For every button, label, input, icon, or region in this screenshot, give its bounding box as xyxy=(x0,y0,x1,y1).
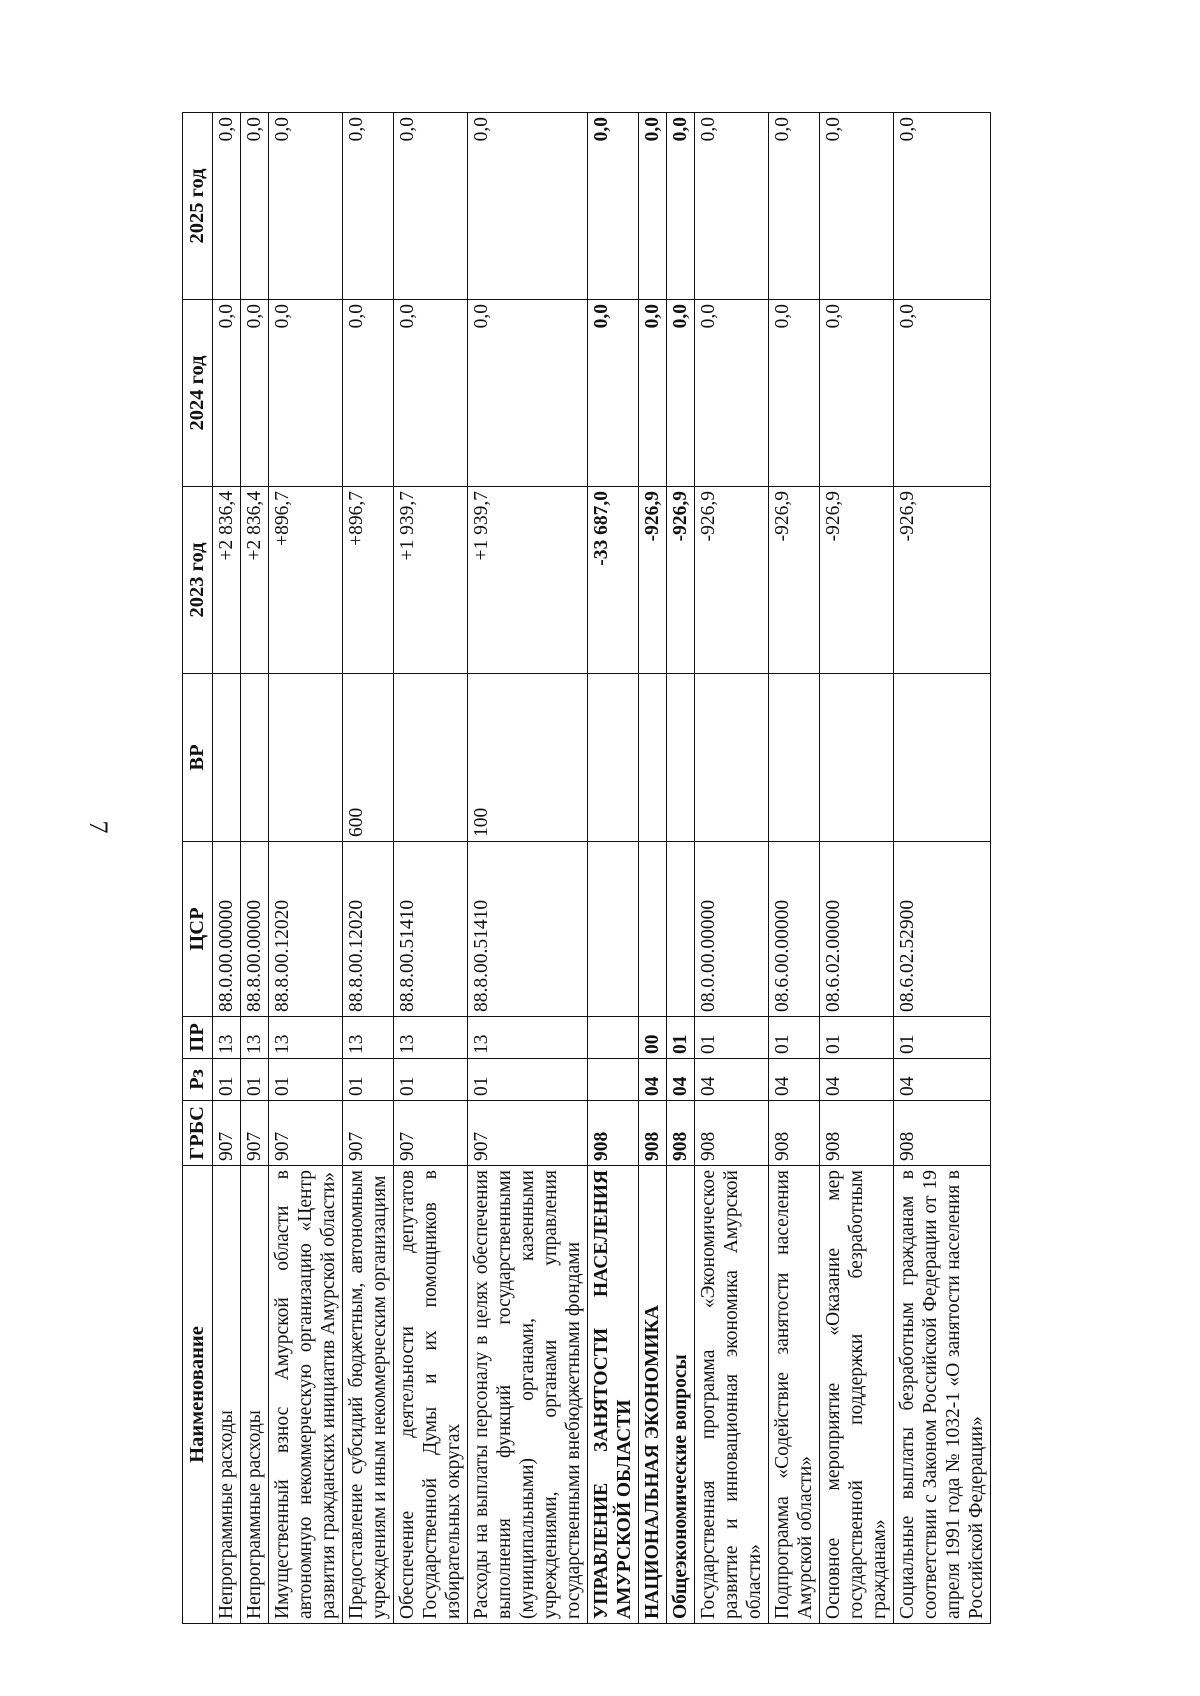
cell-csr: 08.6.00.00000 xyxy=(769,842,820,1017)
cell-rz: 04 xyxy=(820,1059,894,1101)
cell-y2023: +2 836,4 xyxy=(241,487,269,674)
cell-rz: 04 xyxy=(695,1059,769,1101)
cell-y2023: -926,9 xyxy=(769,487,820,674)
cell-name: Основное мероприятие «Оказание мер государственной поддержки безработным гражданам» xyxy=(820,1166,894,1624)
cell-vr xyxy=(695,674,769,842)
cell-y2023: -926,9 xyxy=(820,487,894,674)
table-row xyxy=(213,113,241,1624)
table-row xyxy=(269,113,343,1624)
cell-y2023: -926,9 xyxy=(667,487,695,674)
cell-pr: 00 xyxy=(639,1017,667,1059)
cell-y2025: 0,0 xyxy=(639,113,667,300)
table-row xyxy=(820,113,894,1624)
cell-vr: 100 xyxy=(468,674,588,842)
cell-csr xyxy=(639,842,667,1017)
cell-vr xyxy=(820,674,894,842)
cell-rz: 01 xyxy=(394,1059,468,1101)
header-2025: 2025 год xyxy=(183,113,213,300)
cell-vr: 600 xyxy=(343,674,394,842)
cell-y2024: 0,0 xyxy=(820,300,894,487)
rotated-table-container xyxy=(182,112,1082,1624)
header-vr: ВР xyxy=(183,674,213,842)
cell-vr xyxy=(269,674,343,842)
cell-y2023: +896,7 xyxy=(343,487,394,674)
cell-y2024: 0,0 xyxy=(639,300,667,487)
cell-pr: 01 xyxy=(667,1017,695,1059)
cell-csr: 08.0.00.00000 xyxy=(695,842,769,1017)
table-body xyxy=(213,113,991,1624)
cell-csr: 08.6.02.52900 xyxy=(894,842,991,1017)
cell-grbs: 908 xyxy=(769,1101,820,1166)
cell-pr: 13 xyxy=(468,1017,588,1059)
cell-csr: 88.0.00.00000 xyxy=(213,842,241,1017)
cell-vr xyxy=(241,674,269,842)
cell-rz: 01 xyxy=(269,1059,343,1101)
cell-pr: 01 xyxy=(820,1017,894,1059)
cell-vr xyxy=(667,674,695,842)
cell-y2023: -33 687,0 xyxy=(588,487,639,674)
cell-y2024: 0,0 xyxy=(588,300,639,487)
cell-vr xyxy=(894,674,991,842)
cell-y2025: 0,0 xyxy=(588,113,639,300)
cell-y2025: 0,0 xyxy=(343,113,394,300)
cell-y2023: -926,9 xyxy=(894,487,991,674)
cell-y2025: 0,0 xyxy=(769,113,820,300)
cell-csr: 88.8.00.12020 xyxy=(269,842,343,1017)
cell-y2024: 0,0 xyxy=(241,300,269,487)
cell-grbs: 907 xyxy=(343,1101,394,1166)
table-row xyxy=(394,113,468,1624)
cell-name: Подпрограмма «Содействие занятости населения Амурской области» xyxy=(769,1166,820,1624)
cell-y2025: 0,0 xyxy=(695,113,769,300)
cell-rz: 01 xyxy=(241,1059,269,1101)
cell-grbs: 908 xyxy=(894,1101,991,1166)
cell-rz: 01 xyxy=(213,1059,241,1101)
cell-y2024: 0,0 xyxy=(695,300,769,487)
table-header-row xyxy=(183,113,213,1624)
page-number: 7 xyxy=(84,820,113,834)
cell-csr: 88.8.00.00000 xyxy=(241,842,269,1017)
table-row xyxy=(639,113,667,1624)
cell-y2025: 0,0 xyxy=(667,113,695,300)
cell-rz: 04 xyxy=(769,1059,820,1101)
header-pr: ПР xyxy=(183,1017,213,1059)
cell-y2025: 0,0 xyxy=(269,113,343,300)
cell-y2025: 0,0 xyxy=(468,113,588,300)
cell-csr: 88.8.00.51410 xyxy=(394,842,468,1017)
cell-y2024: 0,0 xyxy=(343,300,394,487)
cell-csr: 88.8.00.51410 xyxy=(468,842,588,1017)
cell-grbs: 908 xyxy=(820,1101,894,1166)
budget-table xyxy=(182,112,991,1624)
cell-grbs: 908 xyxy=(639,1101,667,1166)
cell-y2023: -926,9 xyxy=(695,487,769,674)
cell-vr xyxy=(769,674,820,842)
cell-pr: 01 xyxy=(894,1017,991,1059)
table-row xyxy=(894,113,991,1624)
header-rz: Рз xyxy=(183,1059,213,1101)
cell-pr: 13 xyxy=(269,1017,343,1059)
cell-name: Непрограммные расходы xyxy=(241,1166,269,1624)
cell-grbs: 908 xyxy=(667,1101,695,1166)
cell-y2023: +1 939,7 xyxy=(468,487,588,674)
cell-y2023: +1 939,7 xyxy=(394,487,468,674)
cell-y2023: -926,9 xyxy=(639,487,667,674)
cell-y2023: +2 836,4 xyxy=(213,487,241,674)
cell-csr: 08.6.02.00000 xyxy=(820,842,894,1017)
cell-vr xyxy=(394,674,468,842)
cell-y2024: 0,0 xyxy=(394,300,468,487)
cell-pr: 13 xyxy=(213,1017,241,1059)
header-csr: ЦСР xyxy=(183,842,213,1017)
cell-y2024: 0,0 xyxy=(213,300,241,487)
table-row xyxy=(667,113,695,1624)
cell-name: Имущественный взнос Амурской области в автономную некоммерческую организацию «Центр развития гражданских инициатив Амурской области» xyxy=(269,1166,343,1624)
cell-name: УПРАВЛЕНИЕ ЗАНЯТОСТИ НАСЕЛЕНИЯ АМУРСКОЙ ОБЛАСТИ xyxy=(588,1166,639,1624)
cell-y2025: 0,0 xyxy=(820,113,894,300)
cell-name: Общеэкономические вопросы xyxy=(667,1166,695,1624)
cell-name: Обеспечение деятельности депутатов Государственной Думы и их помощников в избирательных округах xyxy=(394,1166,468,1624)
table-row xyxy=(769,113,820,1624)
cell-pr: 13 xyxy=(241,1017,269,1059)
cell-name: Государственная программа «Экономическое развитие и инновационная экономика Амурской области» xyxy=(695,1166,769,1624)
cell-pr: 01 xyxy=(769,1017,820,1059)
cell-name: НАЦИОНАЛЬНАЯ ЭКОНОМИКА xyxy=(639,1166,667,1624)
cell-vr xyxy=(639,674,667,842)
cell-csr xyxy=(667,842,695,1017)
cell-y2023: +896,7 xyxy=(269,487,343,674)
cell-csr: 88.8.00.12020 xyxy=(343,842,394,1017)
cell-name: Расходы на выплаты персоналу в целях обеспечения выполнения функций государственными (муниципальными) органами, казенными учреждениями, органами управления государственными внебюджетными фондами xyxy=(468,1166,588,1624)
table-row xyxy=(468,113,588,1624)
cell-name: Социальные выплаты безработным гражданам в соответствии с Законом Российской Федерации от 19 апреля 1991 года № 1032-1 «О занятости населения в Российской Федерации» xyxy=(894,1166,991,1624)
cell-vr xyxy=(588,674,639,842)
cell-pr: 13 xyxy=(394,1017,468,1059)
cell-y2025: 0,0 xyxy=(213,113,241,300)
cell-y2024: 0,0 xyxy=(769,300,820,487)
cell-y2024: 0,0 xyxy=(894,300,991,487)
cell-grbs: 907 xyxy=(241,1101,269,1166)
table-row xyxy=(588,113,639,1624)
cell-rz: 04 xyxy=(894,1059,991,1101)
table-row xyxy=(343,113,394,1624)
cell-csr xyxy=(588,842,639,1017)
cell-y2025: 0,0 xyxy=(894,113,991,300)
cell-pr: 13 xyxy=(343,1017,394,1059)
cell-y2024: 0,0 xyxy=(269,300,343,487)
header-2023: 2023 год xyxy=(183,487,213,674)
cell-rz: 04 xyxy=(639,1059,667,1101)
cell-grbs: 908 xyxy=(695,1101,769,1166)
cell-grbs: 907 xyxy=(394,1101,468,1166)
cell-y2024: 0,0 xyxy=(667,300,695,487)
header-name: Наименование xyxy=(183,1166,213,1624)
cell-rz: 01 xyxy=(468,1059,588,1101)
cell-grbs: 908 xyxy=(588,1101,639,1166)
cell-vr xyxy=(213,674,241,842)
cell-pr xyxy=(588,1017,639,1059)
cell-y2024: 0,0 xyxy=(468,300,588,487)
cell-y2025: 0,0 xyxy=(241,113,269,300)
cell-grbs: 907 xyxy=(213,1101,241,1166)
header-grbs: ГРБС xyxy=(183,1101,213,1166)
header-2024: 2024 год xyxy=(183,300,213,487)
cell-name: Непрограммные расходы xyxy=(213,1166,241,1624)
cell-rz: 01 xyxy=(343,1059,394,1101)
table-row xyxy=(241,113,269,1624)
cell-grbs: 907 xyxy=(269,1101,343,1166)
cell-pr: 01 xyxy=(695,1017,769,1059)
table-row xyxy=(695,113,769,1624)
cell-rz xyxy=(588,1059,639,1101)
cell-rz: 04 xyxy=(667,1059,695,1101)
cell-name: Предоставление субсидий бюджетным, автономным учреждениям и иным некоммерческим организациям xyxy=(343,1166,394,1624)
cell-grbs: 907 xyxy=(468,1101,588,1166)
cell-y2025: 0,0 xyxy=(394,113,468,300)
